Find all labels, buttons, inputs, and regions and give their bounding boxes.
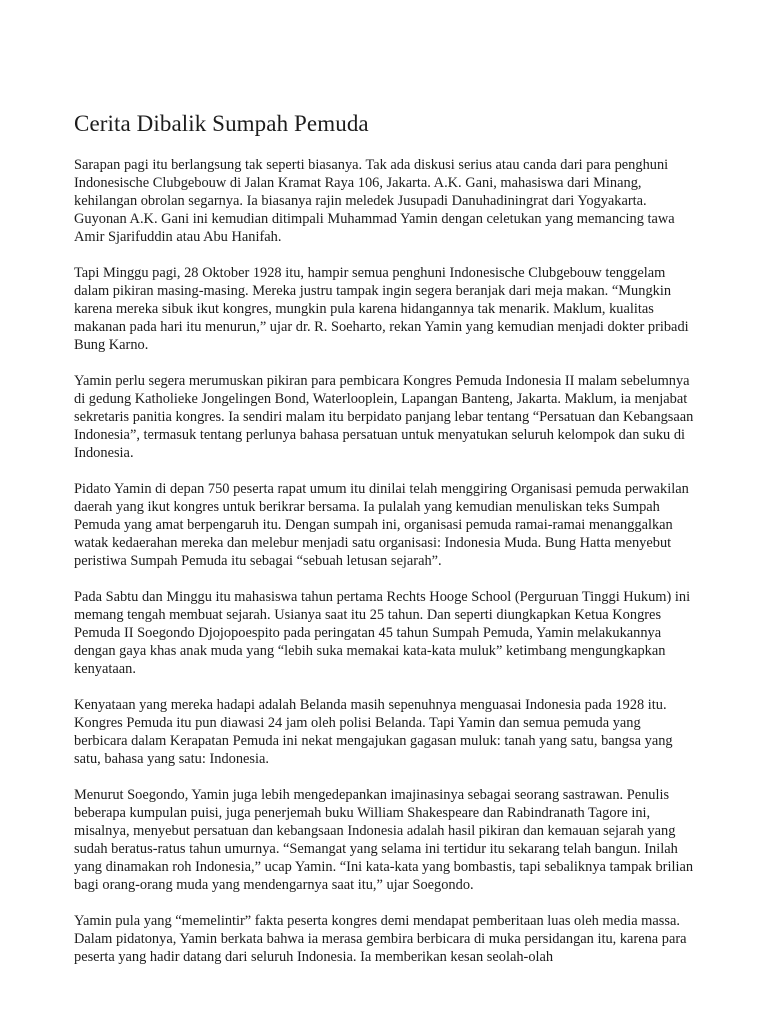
paragraph-2: Tapi Minggu pagi, 28 Oktober 1928 itu, hampir semua penghuni Indonesische Clubgebouw tenggelam dalam pikiran masing-masing. Mereka justru tampak ingin segera beranjak dari meja makan. “Mungkin karena mereka sibuk ikut kongres, mungkin pula karena hidangannya tak menarik. Maklum, kualitas makanan pada hari itu menurun,” ujar dr. R. Soeharto, rekan Yamin yang kemudian menjadi dokter pribadi Bung Karno. xyxy=(74,265,689,353)
paragraph-1: Sarapan pagi itu berlangsung tak seperti biasanya. Tak ada diskusi serius atau canda dari para penghuni Indonesische Clubgebouw di Jalan Kramat Raya 106, Jakarta. A.K. Gani, mahasiswa dari Minang, kehilangan obrolan segarnya. Ia biasanya rajin meledek Jusupadi Danuhadiningrat dari Yogyakarta. Guyonan A.K. Gani ini kemudian ditimpali Muhammad Yamin dengan celetukan yang memancing tawa Amir Sjarifuddin atau Abu Hanifah. xyxy=(74,157,675,245)
paragraph-4: Pidato Yamin di depan 750 peserta rapat umum itu dinilai telah menggiring Organisasi pemuda perwakilan daerah yang ikut kongres untuk berikrar bersama. Ia pulalah yang kemudian menuliskan teks Sumpah Pemuda yang amat berpengaruh itu. Dengan sumpah ini, organisasi pemuda ramai-ramai menanggalkan watak kedaerahan mereka dan melebur menjadi satu organisasi: Indonesia Muda. Bung Hatta menyebut peristiwa Sumpah Pemuda itu sebagai “sebuah letusan sejarah”. xyxy=(74,481,689,569)
paragraph-7: Menurut Soegondo, Yamin juga lebih mengedepankan imajinasinya sebagai seorang sastrawan. Penulis beberapa kumpulan puisi, juga penerjemah buku William Shakespeare dan Rabindranath Tagore ini, misalnya, menyebut persatuan dan kebangsaan Indonesia adalah hasil pikiran dan kemauan sejarah yang sudah beratus-ratus tahun umurnya. “Semangat yang selama ini tertidur itu sekarang telah bangun. Inilah yang dinamakan roh Indonesia,” ucap Yamin. “Ini kata-kata yang bombastis, tapi sebaliknya tampak brilian bagi orang-orang muda yang mendengarnya saat itu,” ujar Soegondo. xyxy=(74,787,694,893)
paragraph-3: Yamin perlu segera merumuskan pikiran para pembicara Kongres Pemuda Indonesia II malam sebelumnya di gedung Katholieke Jongelingen Bond, Waterlooplein, Lapangan Banteng, Jakarta. Maklum, ia menjabat sekretaris panitia kongres. Ia sendiri malam itu berpidato panjang lebar tentang “Persatuan dan Kebangsaan Indonesia”, termasuk tentang perlunya bahasa persatuan untuk menyatukan seluruh kelompok dan suku di Indonesia. xyxy=(74,373,694,461)
paragraph-5: Pada Sabtu dan Minggu itu mahasiswa tahun pertama Rechts Hooge School (Perguruan Tinggi Hukum) ini memang tengah membuat sejarah. Usianya saat itu 25 tahun. Dan seperti diungkapkan Ketua Kongres Pemuda II Soegondo Djojopoespito pada peringatan 45 tahun Sumpah Pemuda, Yamin melakukannya dengan gaya khas anak muda yang “lebih suka memakai kata-kata muluk” ketimbang mengungkapkan kenyataan. xyxy=(74,589,691,677)
document-title: Cerita Dibalik Sumpah Pemuda xyxy=(74,111,369,136)
paragraph-6: Kenyataan yang mereka hadapi adalah Belanda masih sepenuhnya menguasai Indonesia pada 1928 itu. Kongres Pemuda itu pun diawasi 24 jam oleh polisi Belanda. Tapi Yamin dan semua pemuda yang berbicara dalam Kerapatan Pemuda ini nekat mengajukan gagasan muluk: tanah yang satu, bangsa yang satu, bahasa yang satu: Indonesia. xyxy=(74,697,673,767)
paragraph-8: Yamin pula yang “memelintir” fakta peserta kongres demi mendapat pemberitaan luas oleh media massa. Dalam pidatonya, Yamin berkata bahwa ia merasa gembira berbicara di muka persidangan itu, karena para peserta yang hadir datang dari seluruh Indonesia. Ia memberikan kesan seolah-olah xyxy=(74,913,687,965)
document-page xyxy=(74,110,696,984)
